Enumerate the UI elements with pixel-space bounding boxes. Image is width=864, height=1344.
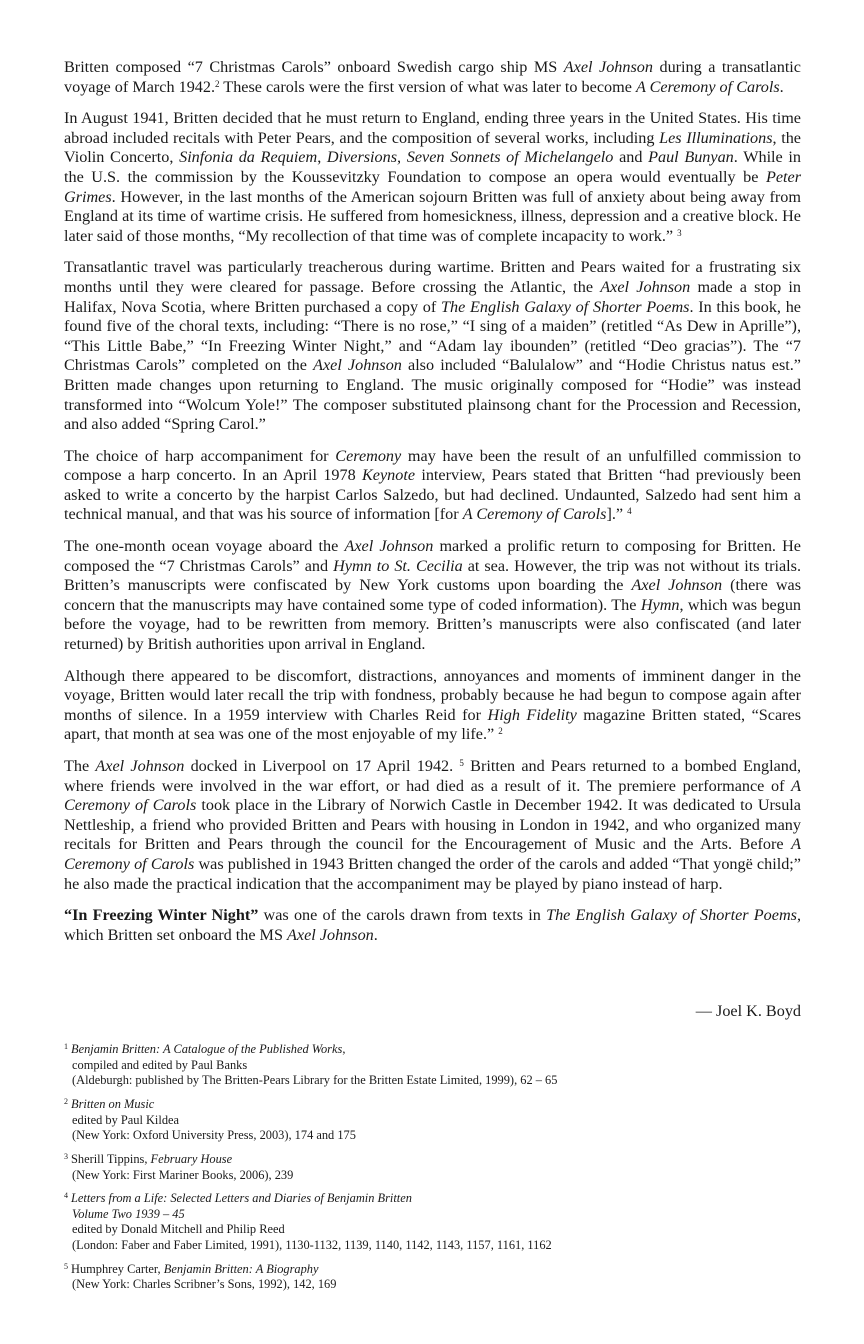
footnote-line — [64, 1222, 804, 1238]
italic-text: A Ceremony of Carols — [462, 505, 607, 524]
text-run: made a stop in Halifax, Nova Scotia, where Britten purchased a copy of — [64, 277, 801, 316]
footnote-1 — [64, 1042, 804, 1089]
footnote-line — [64, 1262, 804, 1278]
italic-text: Keynote — [362, 466, 416, 485]
footnotes — [64, 1042, 804, 1301]
italic-text: Paul Bunyan — [648, 148, 734, 167]
author-signature: — Joel K. Boyd — [695, 1002, 801, 1020]
text-run: . However, in the last months of the American sojourn Britten was full of anxiety about being away from England at its time of wartime crisis. He suffered from homesickness, illness, depression and a creative block. He later said of those months, “My recollection of that time was of complete incapacity to work.” — [64, 187, 801, 245]
italic-text: Letters from a Life: Selected Letters and Diaries of Benjamin Britten — [71, 1191, 412, 1206]
text-run: Although there appeared to be discomfort, distractions, annoyances and moments of imminent danger in the voyage, Britten would later recall the trip with fondness, probably because he had begun to compose again after months of silence. In a 1959 interview with Charles Reid for — [64, 666, 801, 724]
footnote-line — [64, 1191, 804, 1207]
footnote-number: 2 — [64, 1096, 68, 1106]
text-run: , the Violin Concerto, — [64, 128, 801, 167]
italic-text: Ceremony — [335, 446, 402, 465]
text-run: was one of the carols drawn from texts in — [258, 906, 547, 925]
italic-text: The English Galaxy of Shorter Poems — [440, 297, 690, 316]
text-run: (London: Faber and Faber Limited, 1991), 1130-1132, 1139, 1140, 1142, 1143, 1157, 1161, 1162 — [72, 1238, 552, 1253]
footnote-line — [64, 1152, 804, 1168]
text-run: , which was begun before the voyage, had to be rewritten from memory. Britten’s manuscripts were also confiscated (and later returned) by British authorities upon arrival in England. — [64, 595, 802, 654]
footnote-line — [64, 1073, 804, 1089]
footnote-ref: 5 — [459, 758, 464, 768]
paragraph-harp-accompaniment — [64, 447, 801, 525]
text-run: (there was concern that the manuscripts may have contained some type of coded information). The — [64, 576, 801, 614]
footnote-4 — [64, 1191, 804, 1254]
text-run: , — [342, 1042, 346, 1056]
footnote-line — [64, 1097, 804, 1113]
bold-text: “In Freezing Winter Night” — [64, 906, 259, 925]
text-run: marked a prolific return to composing for Britten. He composed the “7 Christmas Carols” and — [64, 537, 801, 575]
text-run: was published in 1943 Britten changed the order of the carols and added “That yongë child;” he also made the practical indication that the accompaniment may be played by piano instead of harp. — [64, 854, 801, 893]
text-run: also included “Balulalow” and “Hodie Christus natus est.” Britten made changes upon returning to England. The music originally composed for “Hodie” was instead transformed into “Wolcum Yole!” The composer substituted plainsong chant for the Procession and Recession, and also added “Spring Carol.” — [64, 356, 801, 434]
text-run: (New York: First Mariner Books, 2006), 239 — [72, 1167, 294, 1182]
footnote-ref: 4 — [627, 506, 632, 517]
paragraph-transatlantic-travel — [64, 258, 801, 434]
italic-text: Peter Grimes — [64, 167, 801, 206]
italic-text: Axel Johnson — [631, 576, 723, 595]
text-run: at sea. However, the trip was not without its trials. Britten’s manuscripts were confiscated by New York customs upon boarding the — [64, 556, 801, 595]
italic-text: February House — [150, 1151, 233, 1166]
text-run: . While in the U.S. the commission by the Koussevitzky Foundation to compose an opera would eventually be — [64, 148, 801, 186]
italic-text: Sinfonia da Requiem — [179, 148, 318, 167]
text-run: . — [779, 77, 784, 96]
text-run: These carols were the first version of what was later to become — [219, 77, 636, 96]
text-run: The one-month ocean voyage aboard the — [64, 537, 345, 556]
document-body — [64, 58, 801, 945]
text-run: . — [373, 925, 378, 944]
footnote-line — [64, 1128, 804, 1144]
footnote-ref: 2 — [215, 78, 220, 89]
italic-text: High Fidelity — [487, 705, 577, 724]
footnote-2 — [64, 1097, 804, 1144]
italic-text: A Ceremony of Carols — [635, 77, 780, 96]
footnote-line — [64, 1058, 804, 1074]
italic-text: A Ceremony of Carols — [64, 776, 801, 815]
text-run: The — [64, 757, 96, 775]
text-run: . In this book, he found five of the choral texts, including: “There is no rose,” “I sing of a maiden” (retitled “As Dew in Aprille”), “This Little Babe,” “In Freezing Winter Night,” and “Adam lay ibounden” (retitled “Deo gracias”). The “7 Christmas Carols” completed on the — [64, 297, 801, 375]
text-run: ].” — [606, 505, 628, 524]
text-run: edited by Paul Kildea — [72, 1112, 180, 1127]
footnote-number: 4 — [64, 1191, 68, 1201]
italic-text: Axel Johnson — [287, 925, 374, 944]
footnote-line — [64, 1277, 804, 1293]
text-run: Britten and Pears returned to a bombed England, where friends were involved in the war effort, or had died as a result of it. The premiere performance of — [64, 757, 801, 795]
footnote-line — [64, 1042, 804, 1058]
paragraph-voyage-intro — [64, 58, 801, 97]
text-run: , — [317, 148, 327, 167]
italic-text: Volume Two 1939 – 45 — [72, 1206, 185, 1221]
footnote-number: 3 — [64, 1151, 68, 1161]
italic-text: Axel Johnson — [95, 757, 185, 775]
footnote-ref: 3 — [677, 227, 682, 238]
text-run: during a transatlantic voyage of March 1942. — [64, 58, 801, 96]
text-run: magazine Britten stated, “Scares apart, that month at sea was one of the most enjoyable of my life.” — [64, 705, 802, 744]
italic-text: Diversions, Seven Sonnets of Michelangelo — [326, 148, 614, 167]
italic-text: The English Galaxy of Shorter Poems — [546, 906, 797, 925]
text-run: In August 1941, Britten decided that he must return to England, ending three years in the United States. His time abroad included recitals with Peter Pears, and the composition of several works, including — [64, 109, 801, 147]
text-run: (Aldeburgh: published by The Britten-Pears Library for the Britten Estate Limited, 1999), 62 – 65 — [72, 1073, 558, 1088]
footnote-ref: 2 — [498, 726, 503, 737]
italic-text: A Ceremony of Carols — [64, 835, 801, 873]
footnote-number: 5 — [64, 1261, 68, 1271]
italic-text: Axel Johnson — [600, 277, 691, 296]
text-run: Humphrey Carter, — [71, 1261, 164, 1276]
italic-text: Les Illuminations — [659, 128, 773, 147]
paragraph-freezing-winter-night — [64, 906, 801, 945]
text-run: interview, Pears stated that Britten “had previously been asked to write a concerto by the harpist Carlos Salzedo, but had declined. Undaunted, Salzedo had sent him a technical manual, and that was his source of information [for — [64, 466, 801, 524]
footnote-5 — [64, 1262, 804, 1293]
footnote-line — [64, 1207, 804, 1223]
paragraph-return-to-england — [64, 109, 801, 246]
italic-text: Benjamin Britten: A Catalogue of the Published Works — [71, 1042, 343, 1056]
footnote-line — [64, 1238, 804, 1254]
text-run: and — [613, 148, 649, 167]
text-run: (New York: Charles Scribner’s Sons, 1992), 142, 169 — [72, 1277, 337, 1292]
text-run: docked in Liverpool on 17 April 1942. — [184, 757, 460, 775]
text-run: Sherill Tippins, — [71, 1151, 151, 1166]
italic-text: Axel Johnson — [563, 58, 653, 76]
paragraph-ocean-voyage — [64, 537, 801, 655]
italic-text: Benjamin Britten: A Biography — [163, 1261, 319, 1276]
footnote-number: 1 — [64, 1042, 68, 1051]
footnote-line — [64, 1113, 804, 1129]
text-run: , which Britten set onboard the MS — [64, 906, 801, 944]
footnote-line — [64, 1168, 804, 1184]
italic-text: Axel Johnson — [344, 537, 434, 556]
italic-text: Britten on Music — [71, 1096, 155, 1111]
text-run: The choice of harp accompaniment for — [64, 446, 336, 465]
text-run: Transatlantic travel was particularly treacherous during wartime. Britten and Pears waited for a frustrating six months until they were cleared for passage. Before crossing the Atlantic, the — [64, 258, 801, 296]
footnote-3 — [64, 1152, 804, 1183]
text-run: (New York: Oxford University Press, 2003), 174 and 175 — [72, 1128, 356, 1143]
text-run: compiled and edited by Paul Banks — [72, 1057, 248, 1072]
text-run: may have been the result of an unfulfilled commission to compose a harp concerto. In an April 1978 — [64, 446, 801, 485]
text-run: took place in the Library of Norwich Castle in December 1942. It was dedicated to Ursula Nettleship, a friend who provided Britten and Pears with housing in London in 1942, and who organized many recitals for Britten and Pears through the council for the Encouragement of Music and the Arts. Before — [64, 796, 801, 854]
italic-text: Hymn — [640, 595, 680, 614]
text-run: Britten composed “7 Christmas Carols” onboard Swedish cargo ship MS — [64, 58, 564, 76]
italic-text: Hymn to St. Cecilia — [333, 556, 463, 575]
text-run: edited by Donald Mitchell and Philip Reed — [72, 1222, 285, 1237]
paragraph-fond-recollection — [64, 667, 801, 745]
italic-text: Axel Johnson — [313, 356, 402, 375]
paragraph-liverpool-premiere — [64, 757, 801, 894]
